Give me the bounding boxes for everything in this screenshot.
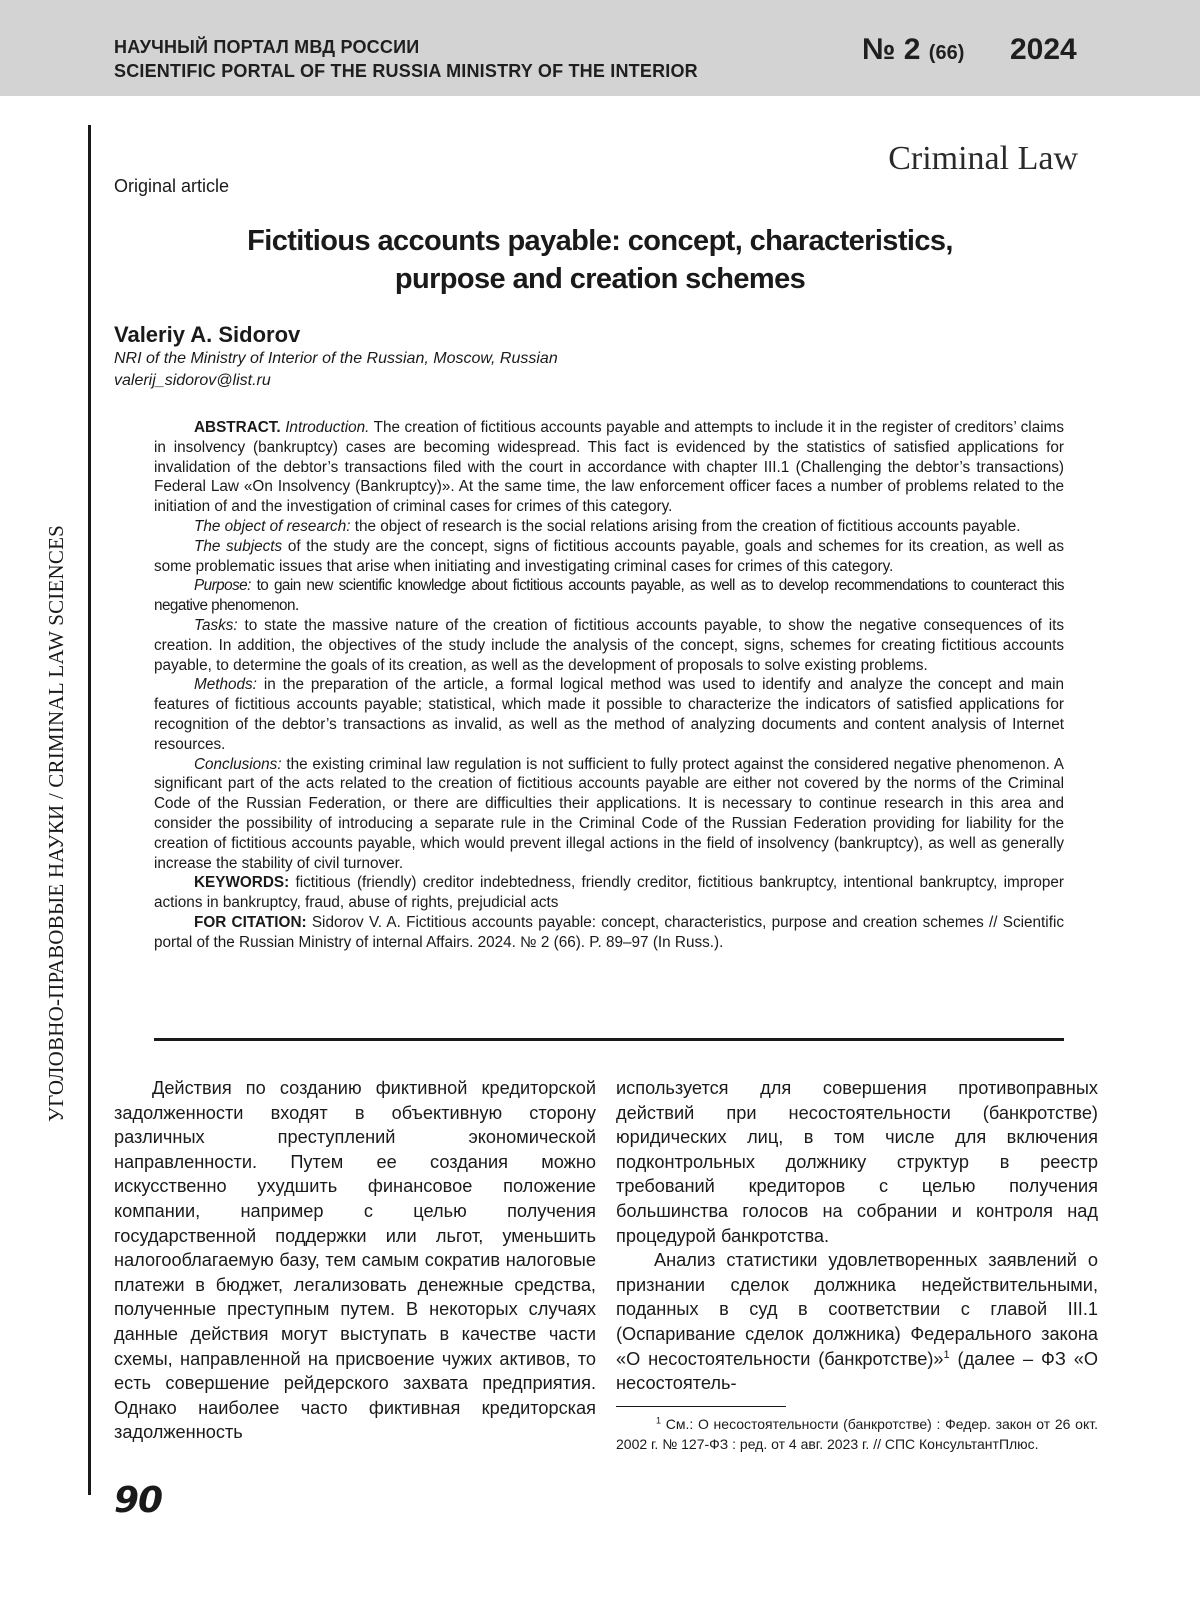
issue-total: (66) [928, 42, 965, 64]
abstract-conclusions: Conclusions: the existing criminal law regulation is not sufficient to fully protect against the considered negative phenomenon. A significant part of the acts related to the creation of fictitious accounts payable are either not covered by the norms of the Criminal Code of the Russian Federation, or there are difficulties their applications. It is necessary to continue research in this area and consider the possibility of introducing a separate rule in the Criminal Code of the Russian Federation providing for liability for the creation of fictitious accounts payable, which would prevent illegal actions in the field of insolvency (bankruptcy), as well as generally increase the stability of civil turnover. [154, 755, 1064, 872]
footnote: $^1$ См.: О несостоятельности (банкротстве) : Федер. закон от 26 окт. 2002 г. № 127-ФЗ : ред. от 4 авг. 2023 г. // СПС КонсультантПлюс. [616, 1415, 1098, 1452]
abstract-introduction: ABSTRACT. Introduction. The creation of fictitious accounts payable and attempts to include it in the register of creditors’ claims in insolvency (bankruptcy) cases are becoming widespread. This fact is evidenced by the statistics of satisfied applications for invalidation of the debtor’s transactions filed with the court in accordance with chapter III.1 (Challenging the debtor’s transactions) Federal Law «On Insolvency (Bankruptcy)». At the same time, the law enforcement officer faces a number of problems related to the initiation of and the investigation of criminal cases for crimes of this category. [154, 419, 1064, 516]
abstract-purpose: Purpose: to gain new scientific knowledge about fictitious accounts payable, as well as to develop recommendations to counteract this negative phenomenon. [154, 577, 1064, 615]
issue-year: 2024 [1010, 33, 1077, 66]
abstract-divider [154, 1038, 1064, 1041]
abstract-methods: Methods: in the preparation of the article, a formal logical method was used to identify and analyze the concept and main features of fictitious accounts payable; statistical, which made it possible to characterize the indicators of satisfied applications for recognition of the debtor’s transactions as invalid, as well as the method of analyzing documents and content analysis of Internet resources. [154, 676, 1064, 753]
journal-name-en: SCIENTIFIC PORTAL OF THE RUSSIA MINISTRY OF THE INTERIOR [114, 61, 698, 81]
abstract-object: The object of research: the object of research is the social relations arising from the creation of fictitious accounts payable. [194, 517, 1021, 535]
margin-rule [88, 125, 91, 1495]
article-type: Original article [114, 176, 230, 196]
title-line-2: purpose and creation schemes [394, 263, 806, 295]
side-section-label: УГОЛОВНО-ПРАВОВЫЕ НАУКИ / CRIMINAL LAW SCIENCES [44, 525, 68, 1122]
abstract-subjects: The subjects of the study are the concept, signs of fictitious accounts payable, goals and schemes for its creation, as well as some problematic issues that arise when initiating and investigating criminal cases for crimes of this category. [154, 537, 1064, 575]
body-paragraph: используется для совершения противоправных действий при несостоятельности (банкротстве) юридических лиц, в том числе для включения подконтрольных должнику структур в реестр требований кредиторов с целью получения большинства голосов на собрании и контроля над процедурой банкротства. [616, 1078, 1098, 1246]
author-name: Valeriy A. Sidorov [114, 322, 301, 347]
page-number: 90 [114, 1480, 163, 1521]
body-column-left [114, 1076, 596, 1445]
body-paragraph: Действия по созданию фиктивной кредиторской задолженности входят в объективную сторону различных преступлений экономической направленности. Путем ее создания можно искусственно ухудшить финансовое положение компании, например с целью получения государственной поддержки или льгот, уменьшить налогооблагаемую базу, тем самым сократив налоговые платежи в бюджет, легализовать денежные средства, полученные преступным путем. В некоторых случаях данные действия могут выступать в качестве части схемы, направленной на присвоение чужих активов, то есть совершение рейдерского захвата предприятия. Однако наиболее часто фиктивная кредиторская задолженность [114, 1078, 596, 1443]
journal-name-ru: НАУЧНЫЙ ПОРТАЛ МВД РОССИИ [114, 37, 420, 57]
body-paragraph: Анализ статистики удовлетворенных заявлений о признании сделок должника недействительными, поданных в суд в соответствии с главой III.1 (Оспаривание сделок должника) Федерального закона «О несостоятельности (банкротстве)»$^1$ (далее – ФЗ «О несостоятель- [616, 1250, 1099, 1394]
abstract-tasks: Tasks: to state the massive nature of the creation of fictitious accounts payable, to show the negative consequences of its creation. In addition, the objectives of the study include the analysis of the concept, signs, schemes for creating fictitious accounts payable, to determine the goals of its creation, as well as the development of proposals to solve existing problems. [154, 616, 1064, 674]
author-email: valerij_sidorov@list.ru [114, 372, 271, 389]
title-line-1: Fictitious accounts payable: concept, characteristics, [247, 225, 953, 257]
body-column-right [616, 1076, 1098, 1396]
issue-number [862, 33, 964, 67]
author-affiliation: NRI of the Ministry of Interior of the Russian, Moscow, Russian [114, 350, 558, 367]
issue-prefix: № 2 [862, 33, 929, 66]
footnote-ref: 1 [943, 1348, 950, 1361]
abstract [154, 418, 1064, 953]
abstract-keywords: KEYWORDS: fictitious (friendly) creditor indebtedness, friendly creditor, fictitious bankruptcy, intentional bankruptcy, improper actions in bankruptcy, fraud, abuse of rights, prejudicial acts [154, 874, 1064, 912]
article-title [160, 222, 1040, 298]
section-title: Criminal Law [888, 140, 1078, 177]
footnote-divider [616, 1406, 786, 1407]
abstract-citation: FOR CITATION: Sidorov V. A. Fictitious accounts payable: concept, characteristics, purpose and creation schemes // Scientific portal of the Russian Ministry of internal Affairs. 2024. № 2 (66). P. 89–97 (In Russ.). [154, 913, 1064, 951]
